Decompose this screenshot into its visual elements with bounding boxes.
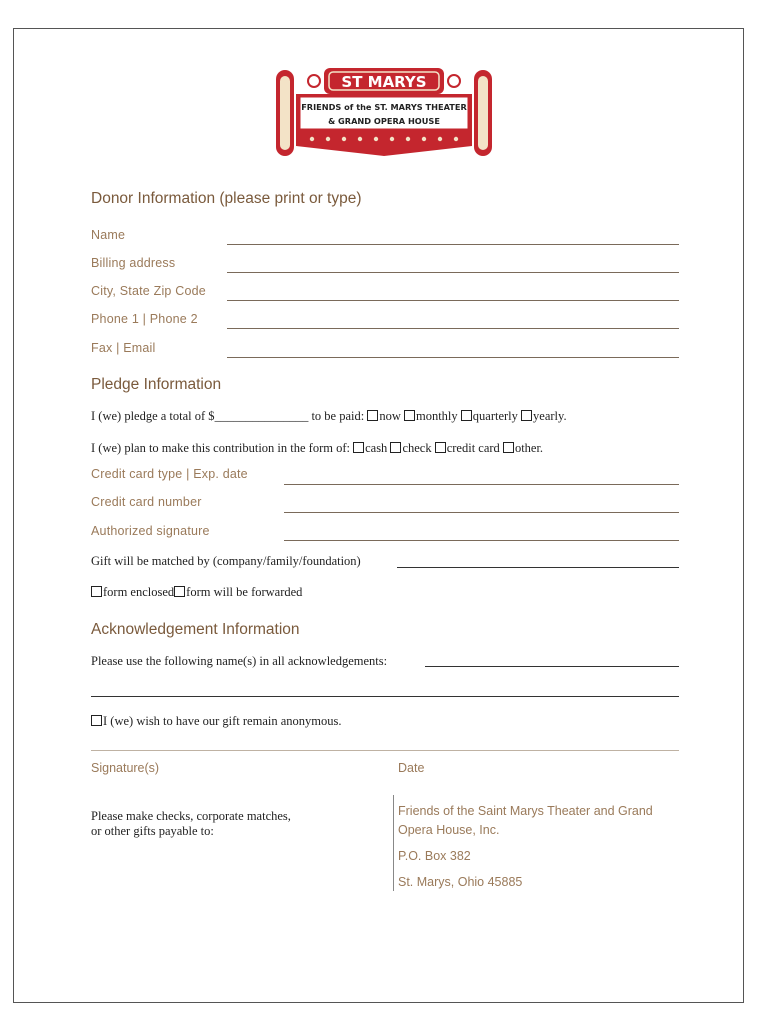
ack-names-field-2[interactable] <box>91 696 679 697</box>
option-label: quarterly <box>472 409 518 423</box>
theater-marquee-logo <box>274 66 494 158</box>
city-state-zip-label: City, State Zip Code <box>91 284 206 298</box>
checkbox-anonymous[interactable] <box>91 714 341 729</box>
pledge-total-prefix: I (we) pledge a total of $ <box>91 409 215 423</box>
address-divider <box>393 795 394 891</box>
checkbox-icon <box>404 410 415 421</box>
authorized-signature-label: Authorized signature <box>91 524 210 538</box>
logo-subtitle-2: & GRAND OPERA HOUSE <box>328 116 440 126</box>
option-label: yearly. <box>533 409 567 423</box>
checkbox-cash[interactable] <box>353 441 387 455</box>
checkbox-credit-card[interactable] <box>435 441 500 455</box>
checkbox-icon <box>435 442 446 453</box>
pledge-section-title: Pledge Information <box>91 376 222 393</box>
checkbox-icon <box>91 715 102 726</box>
checkbox-icon <box>174 586 185 597</box>
checkbox-form-forwarded[interactable] <box>174 585 302 599</box>
phone-label: Phone 1 | Phone 2 <box>91 312 198 326</box>
city-state-zip-field[interactable] <box>227 300 679 301</box>
name-label: Name <box>91 228 126 242</box>
form-page <box>13 28 744 1003</box>
checkbox-check[interactable] <box>390 441 431 455</box>
pledge-total-line <box>91 409 567 424</box>
pledge-total-suffix: to be paid: <box>308 409 368 423</box>
contribution-form-prefix: I (we) plan to make this contribution in the form of: <box>91 441 354 455</box>
checkbox-icon <box>367 410 378 421</box>
signature-label: Signature(s) <box>91 761 160 775</box>
logo-title: ST MARYS <box>341 73 427 91</box>
option-label: other. <box>514 441 544 455</box>
checkbox-icon <box>461 410 472 421</box>
billing-address-field[interactable] <box>227 272 679 273</box>
credit-card-number-field[interactable] <box>284 512 679 513</box>
contribution-form-line <box>91 441 543 456</box>
checkbox-icon <box>503 442 514 453</box>
option-label: form will be forwarded <box>186 585 303 599</box>
credit-card-type-field[interactable] <box>284 484 679 485</box>
payable-text-line1: Please make checks, corporate matches, <box>91 809 291 823</box>
city-state-zip: St. Marys, Ohio 45885 <box>398 875 523 889</box>
po-box: P.O. Box 382 <box>398 849 471 863</box>
matched-by-field[interactable] <box>397 567 679 568</box>
date-label: Date <box>398 761 425 775</box>
ack-section-title: Acknowledgement Information <box>91 621 300 638</box>
billing-address-label: Billing address <box>91 256 176 270</box>
ack-names-label: Please use the following name(s) in all acknowledgements: <box>91 654 388 668</box>
phone-field[interactable] <box>227 328 679 329</box>
checkbox-icon <box>390 442 401 453</box>
checkbox-other[interactable] <box>503 441 543 455</box>
checkbox-yearly[interactable] <box>521 409 567 423</box>
option-label: check <box>402 441 432 455</box>
logo-subtitle: FRIENDS of the ST. MARYS THEATER <box>301 102 467 112</box>
donor-section-title: Donor Information (please print or type) <box>91 190 362 207</box>
option-label: form enclosed <box>103 585 175 599</box>
credit-card-type-label: Credit card type | Exp. date <box>91 467 248 481</box>
ack-names-field[interactable] <box>425 666 679 667</box>
checkbox-monthly[interactable] <box>404 409 458 423</box>
match-options-line <box>91 585 302 600</box>
credit-card-number-label: Credit card number <box>91 495 202 509</box>
option-label: cash <box>365 441 388 455</box>
org-name-line2: Opera House, Inc. <box>398 823 500 837</box>
checkbox-icon <box>91 586 102 597</box>
checkbox-icon <box>353 442 364 453</box>
anonymous-label: I (we) wish to have our gift remain anonymous. <box>103 714 342 728</box>
matched-by-label: Gift will be matched by (company/family/foundation) <box>91 554 361 568</box>
fax-email-label: Fax | Email <box>91 341 156 355</box>
option-label: credit card <box>446 441 500 455</box>
option-label: now <box>379 409 401 423</box>
org-name-line1: Friends of the Saint Marys Theater and Grand <box>398 804 653 818</box>
signature-rule <box>91 750 679 751</box>
name-field[interactable] <box>227 244 679 245</box>
pledge-amount-field[interactable]: _______________ <box>214 409 309 423</box>
authorized-signature-field[interactable] <box>284 540 679 541</box>
option-label: monthly <box>415 409 458 423</box>
payable-text-line2: or other gifts payable to: <box>91 824 214 838</box>
checkbox-now[interactable] <box>367 409 401 423</box>
checkbox-form-enclosed[interactable] <box>91 585 174 599</box>
checkbox-quarterly[interactable] <box>461 409 518 423</box>
checkbox-icon <box>521 410 532 421</box>
fax-email-field[interactable] <box>227 357 679 358</box>
